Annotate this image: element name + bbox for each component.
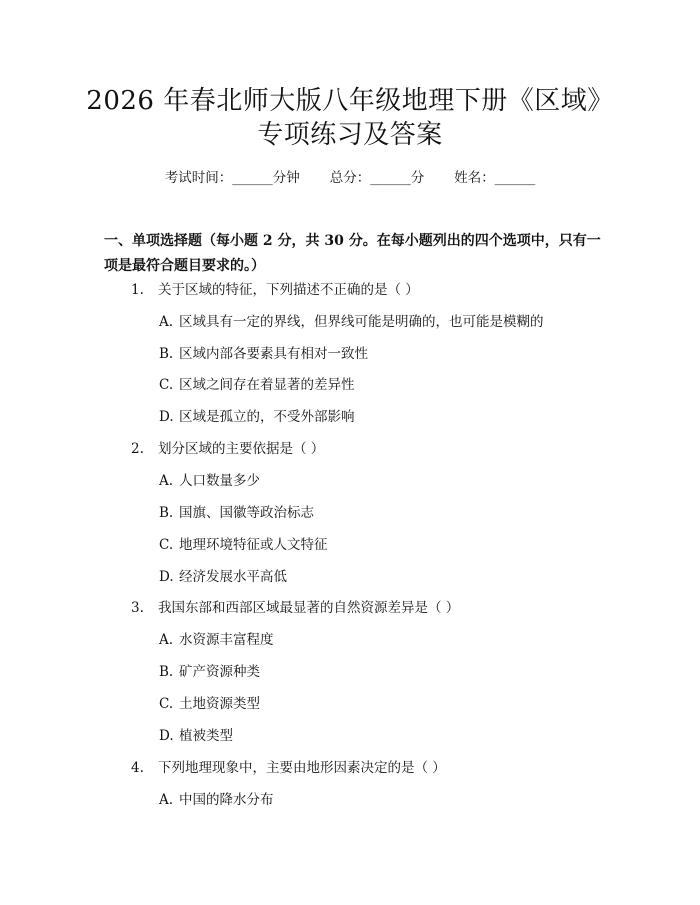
question-number: 1.: [131, 282, 144, 298]
question-text: 划分区域的主要依据是（ ）: [158, 441, 325, 457]
option-text: 区域之间存在着显著的差异性: [179, 377, 355, 393]
exam-name: 姓名：______: [454, 170, 536, 186]
option-1-d: [159, 407, 355, 427]
option-3-d: [159, 726, 233, 746]
option-text: 人口数量多少: [179, 473, 260, 489]
option-letter: A.: [159, 314, 174, 330]
option-letter: A.: [159, 473, 174, 489]
option-3-a: [159, 630, 274, 650]
option-1-a: [159, 312, 544, 332]
exam-score: 总分：______分: [329, 170, 425, 186]
question-number: 4.: [131, 760, 144, 776]
document-title-line-2: 专项练习及答案: [257, 120, 443, 150]
option-text: 矿产资源种类: [179, 664, 260, 680]
question-2: [131, 439, 324, 459]
option-3-b: [159, 662, 260, 682]
question-1: [131, 280, 419, 300]
option-letter: A.: [159, 632, 174, 648]
question-number: 3.: [131, 600, 144, 616]
option-text: 区域是孤立的，不受外部影响: [179, 409, 355, 425]
question-4: [131, 758, 446, 778]
option-text: 植被类型: [179, 728, 233, 744]
exam-time: 考试时间：______分钟: [164, 170, 300, 186]
option-text: 经济发展水平高低: [179, 569, 287, 585]
exam-meta: [0, 168, 700, 188]
option-text: 中国的降水分布: [179, 792, 274, 808]
option-2-b: [159, 503, 314, 523]
option-text: 地理环境特征或人文特征: [179, 537, 328, 553]
section-heading: 一、单项选择题（每小题 2 分，共 30 分。在每小题列出的四个选项中，只有一项是最符合题目要求的。）: [104, 233, 601, 274]
option-text: 水资源丰富程度: [179, 632, 274, 648]
option-text: 国旗、国徽等政治标志: [179, 505, 314, 521]
option-1-c: [159, 375, 355, 395]
option-text: 区域内部各要素具有相对一致性: [179, 346, 368, 362]
option-4-a: [159, 790, 274, 810]
option-2-a: [159, 471, 260, 491]
option-1-b: [159, 344, 368, 364]
option-letter: B.: [159, 505, 174, 521]
question-text: 下列地理现象中，主要由地形因素决定的是（ ）: [158, 760, 446, 776]
option-2-c: [159, 535, 328, 555]
option-letter: C.: [159, 696, 174, 712]
option-letter: B.: [159, 346, 174, 362]
question-3: [131, 598, 459, 618]
option-text: 区域具有一定的界线，但界线可能是明确的，也可能是模糊的: [179, 314, 544, 330]
option-letter: D.: [159, 409, 174, 425]
option-letter: C.: [159, 377, 174, 393]
option-letter: C.: [159, 537, 174, 553]
option-3-c: [159, 694, 260, 714]
option-text: 土地资源类型: [179, 696, 260, 712]
option-letter: A.: [159, 792, 174, 808]
option-2-d: [159, 567, 287, 587]
option-letter: D.: [159, 569, 174, 585]
question-text: 关于区域的特征，下列描述不正确的是（ ）: [158, 282, 419, 298]
question-text: 我国东部和西部区域最显著的自然资源差异是（ ）: [158, 600, 460, 616]
question-number: 2.: [131, 441, 144, 457]
document-title-line-1: 2026 年春北师大版八年级地理下册《区域》: [86, 86, 614, 116]
option-letter: D.: [159, 728, 174, 744]
option-letter: B.: [159, 664, 174, 680]
